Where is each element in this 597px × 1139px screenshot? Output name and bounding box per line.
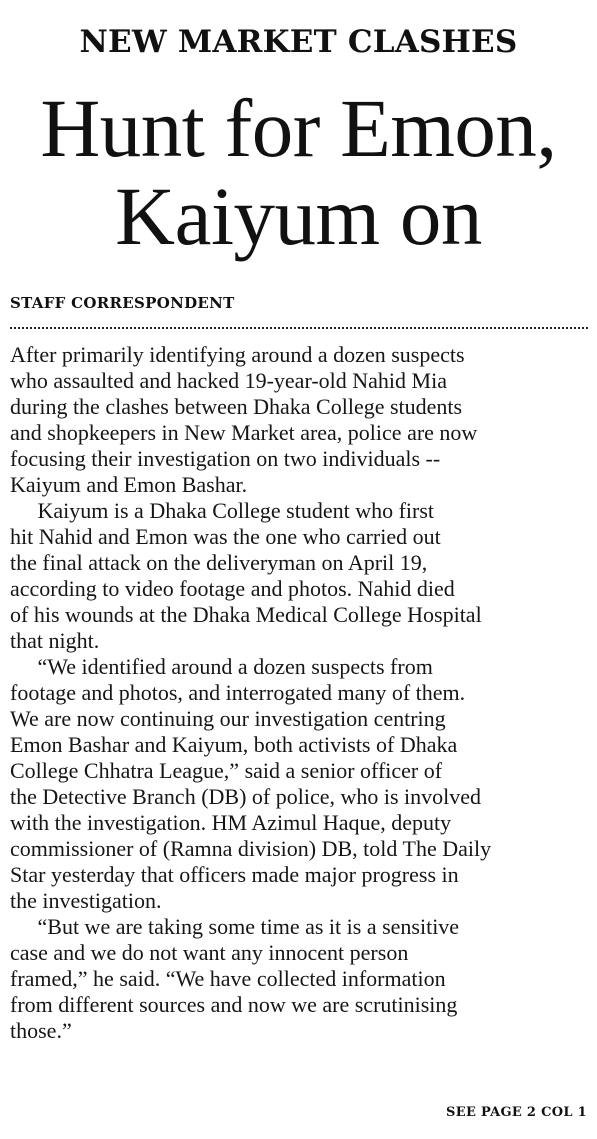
text-line: the final attack on the deliveryman on April 19, (10, 550, 428, 575)
paragraph (10, 654, 590, 914)
text-line: focusing their investigation on two individuals -- (10, 446, 441, 471)
text-line: case and we do not want any innocent person (10, 940, 409, 965)
text-line: hit Nahid and Emon was the one who carried out (10, 524, 441, 549)
text-line: framed,” he said. “We have collected information (10, 966, 446, 991)
text-line: We are now continuing our investigation centring (10, 706, 446, 731)
text-line: that night. (10, 628, 100, 653)
kicker-heading: NEW MARKET CLASHES (79, 24, 518, 60)
headline-line-2: Kaiyum on (115, 170, 482, 262)
text-line: according to video footage and photos. Nahid died (10, 576, 455, 601)
continuation-jump-line: SEE PAGE 2 COL 1 (446, 1105, 587, 1120)
text-line: commissioner of (Ramna division) DB, told The Daily (10, 836, 492, 861)
text-line: After primarily identifying around a dozen suspects (10, 342, 465, 367)
text-line: Kaiyum and Emon Bashar. (10, 472, 248, 497)
text-line: the Detective Branch (DB) of police, who is involved (10, 784, 482, 809)
text-line: and shopkeepers in New Market area, police are now (10, 420, 478, 445)
text-line: from different sources and now we are scrutinising (10, 992, 458, 1017)
text-line: the investigation. (10, 888, 162, 913)
headline-line-1: Hunt for Emon, (40, 82, 557, 174)
text-line: “We identified around a dozen suspects from (10, 654, 433, 679)
text-line: Star yesterday that officers made major progress in (10, 862, 459, 887)
paragraph (10, 914, 590, 1044)
text-line: footage and photos, and interrogated many of them. (10, 680, 466, 705)
headline (0, 84, 597, 260)
byline: STAFF CORRESPONDENT (10, 294, 235, 312)
text-line: during the clashes between Dhaka College students (10, 394, 463, 419)
text-line: of his wounds at the Dhaka Medical College Hospital (10, 602, 482, 627)
text-line: Kaiyum is a Dhaka College student who first (10, 498, 435, 523)
text-line: “But we are taking some time as it is a sensitive (10, 914, 460, 939)
article-body (10, 342, 590, 1044)
dotted-divider (10, 327, 588, 329)
paragraph (10, 498, 590, 654)
text-line: who assaulted and hacked 19-year-old Nahid Mia (10, 368, 447, 393)
paragraph (10, 342, 590, 498)
text-line: those.” (10, 1018, 72, 1043)
text-line: with the investigation. HM Azimul Haque, deputy (10, 810, 452, 835)
text-line: Emon Bashar and Kaiyum, both activists of Dhaka (10, 732, 458, 757)
text-line: College Chhatra League,” said a senior officer of (10, 758, 443, 783)
